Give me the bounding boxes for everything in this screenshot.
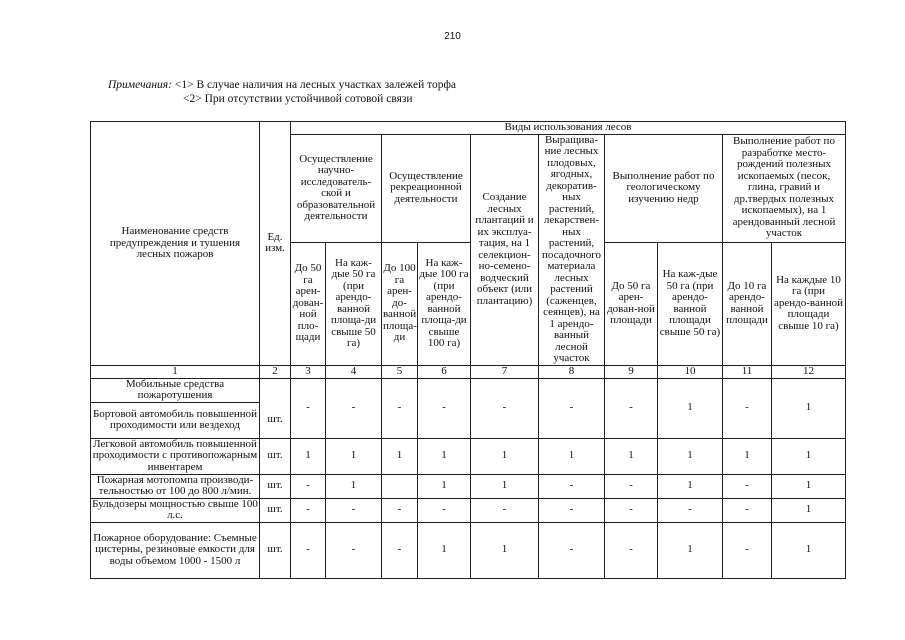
page-number: 210	[444, 31, 461, 42]
header-group-geology: Выполнение работ по геологическому изучению недр	[605, 134, 723, 242]
cell-value: -	[382, 378, 418, 438]
cell-value: 1	[291, 438, 326, 474]
notes-block	[108, 78, 456, 106]
cell-value: -	[326, 522, 382, 578]
header-sub-cell: На каждые 10 га (при арендо-ванной площади свыше 10 га)	[772, 242, 846, 365]
header-name-col: Наименование средств предупреждения и тушения лесных пожаров	[91, 122, 260, 366]
cell-value: 1	[418, 438, 471, 474]
header-sub-cell: На каж-дые 50 га (при арендо-ванной площа-ди свыше 50 га)	[326, 242, 382, 365]
cell-value: -	[382, 498, 418, 522]
cell-value: -	[418, 498, 471, 522]
header-group-growing: Выращива-ние лесных плодовых, ягодных, декоратив-ных растений, лекарствен-ных растений, посадочного материала лесных растений (саженцев, сеянцев), на 1 арендо-ванный лесной участок	[539, 134, 605, 365]
cell-value: -	[605, 522, 658, 578]
header-sub-cell: До 10 га арендо-ванной площади	[723, 242, 772, 365]
cell-value: 1	[772, 438, 846, 474]
notes-label: Примечания:	[108, 79, 172, 91]
cell-value: -	[326, 378, 382, 438]
column-number: 9	[605, 365, 658, 378]
cell-value: -	[291, 522, 326, 578]
row-unit: шт.	[260, 498, 291, 522]
cell-value: 1	[605, 438, 658, 474]
header-sub-cell: На каж-дые 100 га (при арендо-ванной площа-ди свыше 100 га)	[418, 242, 471, 365]
fire-equipment-table	[90, 121, 846, 579]
cell-value: -	[723, 474, 772, 498]
cell-value: -	[539, 378, 605, 438]
cell-value: -	[605, 498, 658, 522]
header-sub-cell: До 50 га арен-дован-ной пло-щади	[291, 242, 326, 365]
row-name: Пожарная мотопомпа производи-тельностью от 100 до 800 л/мин.	[91, 474, 260, 498]
table-row	[91, 474, 846, 498]
cell-value: 1	[418, 474, 471, 498]
cell-value: -	[658, 498, 723, 522]
cell-value: -	[291, 498, 326, 522]
cell-value: 1	[658, 378, 723, 438]
cell-value: -	[605, 474, 658, 498]
cell-value: -	[539, 498, 605, 522]
cell-value: 1	[326, 474, 382, 498]
row-unit	[260, 378, 291, 402]
header-super: Виды использования лесов	[291, 122, 846, 135]
header-unit-col: Ед. изм.	[260, 122, 291, 366]
cell-value: 1	[539, 438, 605, 474]
header-sub-cell: На каж-дые 50 га (при арендо-ванной площади свыше 50 га)	[658, 242, 723, 365]
cell-value: 1	[326, 438, 382, 474]
header-sub-cell: До 100 га арен-до-ванной площа-ди	[382, 242, 418, 365]
header-sub-cell: До 50 га арен-дован-ной площади	[605, 242, 658, 365]
column-number: 7	[471, 365, 539, 378]
header-group-plantations: Создание лесных плантаций и их эксплуа-тация, на 1 селекцион-но-семено-водческий объект (или плантацию)	[471, 134, 539, 365]
column-number: 3	[291, 365, 326, 378]
cell-value: 1	[471, 522, 539, 578]
row-unit: шт.	[260, 522, 291, 578]
cell-value: -	[605, 378, 658, 438]
cell-value: -	[291, 474, 326, 498]
column-number: 10	[658, 365, 723, 378]
column-number: 1	[91, 365, 260, 378]
cell-value: -	[723, 522, 772, 578]
cell-value: 1	[382, 438, 418, 474]
header-group-recreation: Осуществление рекреационной деятельности	[382, 134, 471, 242]
cell-value: 1	[723, 438, 772, 474]
table-row	[91, 522, 846, 578]
table-row	[91, 378, 846, 402]
row-unit: шт.	[260, 474, 291, 498]
column-number: 4	[326, 365, 382, 378]
header-group-mining: Выполнение работ по разработке место-рождений полезных ископаемых (песок, глина, гравий и др.твердых полезных ископаемых), на 1 арендованный лесной участок	[723, 134, 846, 242]
row-unit: шт.	[260, 402, 291, 438]
cell-value: 1	[418, 522, 471, 578]
cell-value: 1	[772, 474, 846, 498]
cell-value	[382, 474, 418, 498]
header-group-research: Осуществление научно-исследователь-ской и образовательной деятельности	[291, 134, 382, 242]
row-name: Пожарное оборудование: Съемные цистерны, резиновые емкости для воды объемом 1000 - 1500 л	[91, 522, 260, 578]
column-number: 6	[418, 365, 471, 378]
cell-value: -	[539, 522, 605, 578]
note-1-text: <1> В случае наличия на лесных участках залежей торфа	[174, 79, 457, 91]
note-line-1	[108, 78, 456, 92]
row-name: Легковой автомобиль повышенной проходимости с противопожарным инвентарем	[91, 438, 260, 474]
row-name: Бортовой автомобиль повышенной проходимости или вездеход	[91, 402, 260, 438]
table-row	[91, 498, 846, 522]
cell-value: -	[539, 474, 605, 498]
row-unit: шт.	[260, 438, 291, 474]
cell-value: -	[382, 522, 418, 578]
cell-value: 1	[772, 498, 846, 522]
cell-value: 1	[772, 522, 846, 578]
cell-value: 1	[658, 522, 723, 578]
row-name: Мобильные средства пожаротушения	[91, 378, 260, 402]
row-name: Бульдозеры мощностью свыше 100 л.с.	[92, 498, 258, 521]
cell-value: 1	[471, 474, 539, 498]
cell-value: -	[723, 498, 772, 522]
cell-value: 1	[772, 378, 846, 438]
cell-value: 1	[471, 438, 539, 474]
column-number: 5	[382, 365, 418, 378]
cell-value: -	[291, 378, 326, 438]
cell-value: -	[326, 498, 382, 522]
cell-value: -	[471, 378, 539, 438]
column-number: 11	[723, 365, 772, 378]
table-row	[91, 438, 846, 474]
column-number: 8	[539, 365, 605, 378]
cell-value: -	[418, 378, 471, 438]
cell-value: -	[723, 378, 772, 438]
note-line-2: <2> При отсутствии устойчивой сотовой связи	[183, 93, 413, 105]
cell-value: -	[471, 498, 539, 522]
column-number: 12	[772, 365, 846, 378]
column-number: 2	[260, 365, 291, 378]
cell-value: 1	[658, 474, 723, 498]
cell-value: 1	[658, 438, 723, 474]
